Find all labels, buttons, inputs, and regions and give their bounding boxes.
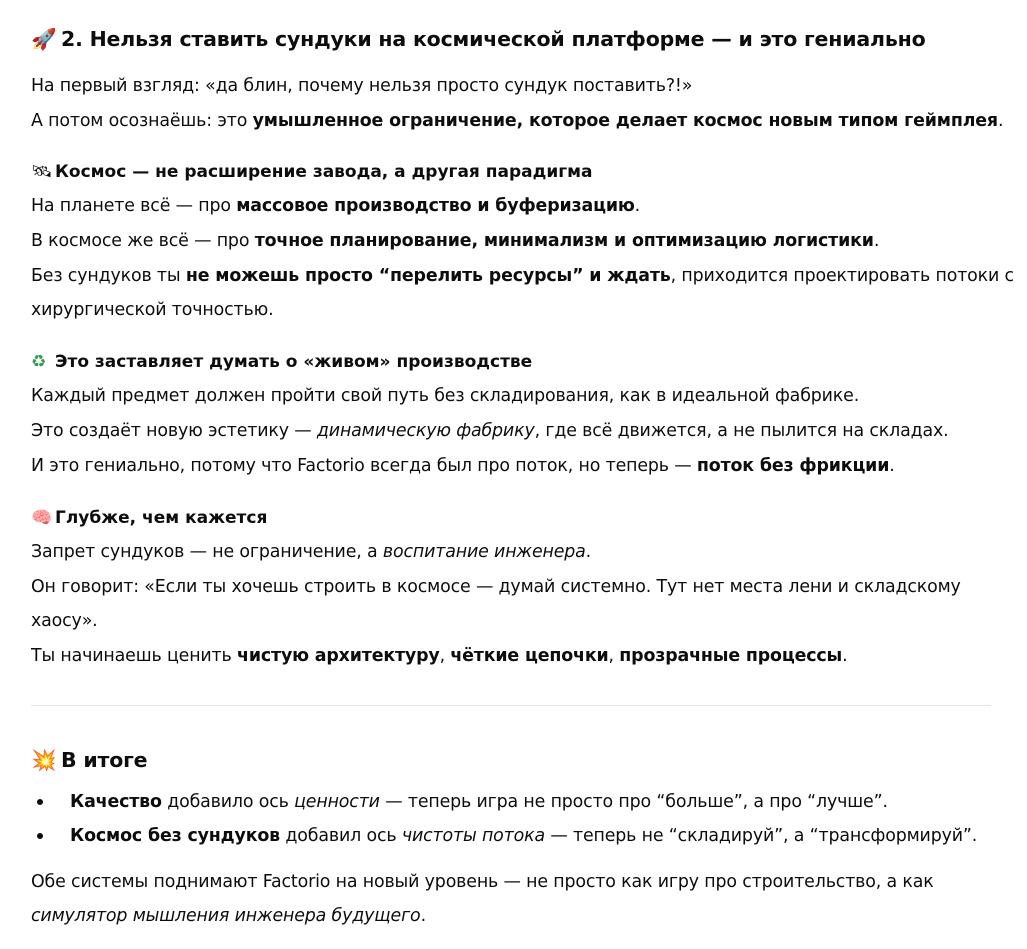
- paradigm-text-2a: В космосе же всё — про: [31, 231, 255, 251]
- intro-text-1: На первый взгляд: «да блин, почему нельзя просто сундук поставить?!»: [31, 76, 693, 96]
- brain-icon: 🧠: [31, 508, 53, 528]
- divider: [31, 705, 991, 706]
- deeper-line-3: [31, 609, 98, 633]
- deeper-text-1c: .: [585, 542, 592, 562]
- deeper-line-4: [31, 644, 848, 668]
- summary-bullet-space: [70, 824, 977, 848]
- conclusion-text-end: .: [420, 906, 426, 926]
- bullet-space-italic: чистоты потока: [401, 826, 545, 846]
- paradigm-text-2c: .: [873, 231, 880, 251]
- section-heading-text: 2. Нельзя ставить сундуки на космической платформе — и это гениально: [61, 27, 926, 51]
- summary-heading: [31, 746, 147, 774]
- living-text-3a: И это гениально, потому что Factorio всегда был про поток, но теперь —: [31, 456, 697, 476]
- summary-bullet-quality: [70, 790, 888, 814]
- subheading-living-production-text: Это заставляет думать о «живом» производстве: [55, 352, 533, 372]
- bullet-dot: [37, 799, 43, 805]
- paradigm-text-3c: , приходится проектировать потоки с: [670, 266, 1014, 286]
- paradigm-text-3b: не можешь просто “перелить ресурсы” и ждать: [185, 266, 671, 286]
- living-text-3b: поток без фрикции: [696, 456, 890, 476]
- deeper-text-3: хаосу».: [31, 611, 98, 631]
- deeper-text-2: Он говорит: «Если ты хочешь строить в космосе — думай системно. Тут нет места лени и складскому: [31, 577, 961, 597]
- bullet-dot: [37, 833, 43, 839]
- deeper-text-4a: Ты начинаешь ценить: [31, 646, 238, 666]
- bullet-space-text-1: добавил ось: [280, 826, 402, 846]
- intro-text-2c: .: [997, 111, 1004, 131]
- conclusion-italic: симулятор мышления инженера будущего: [31, 906, 421, 926]
- intro-text-2b: умышленное ограничение, которое делает космос новым типом геймплея: [252, 111, 998, 131]
- conclusion-text-1: Обе системы поднимают Factorio на новый уровень — не просто как игру про строительство, а как: [31, 872, 934, 892]
- collision-icon: 💥: [31, 748, 57, 772]
- conclusion-line-1: [31, 870, 934, 894]
- deeper-text-4e: ,: [608, 646, 620, 666]
- living-line-2: [31, 419, 949, 443]
- intro-line-2: [31, 109, 1003, 133]
- deeper-text-4g: .: [842, 646, 848, 666]
- paradigm-line-4: [31, 298, 273, 322]
- living-text-3c: .: [889, 456, 895, 476]
- paradigm-text-2b: точное планирование, минимализм и оптимизацию логистики: [254, 231, 874, 251]
- living-line-1: [31, 384, 859, 408]
- bullet-space-bold: Космос без сундуков: [70, 826, 281, 846]
- intro-text-2a: А потом осознаёшь: это: [31, 111, 253, 131]
- section-heading: [31, 25, 925, 53]
- deeper-line-1: [31, 540, 591, 564]
- deeper-text-4b: чистую архитектуру: [237, 646, 440, 666]
- deeper-text-4f: прозрачные процессы: [619, 646, 843, 666]
- paradigm-line-3: [31, 264, 1014, 288]
- living-text-1: Каждый предмет должен пройти свой путь без складирования, как в идеальной фабрике.: [31, 386, 860, 406]
- summary-heading-text: В итоге: [61, 748, 148, 772]
- paradigm-line-2: [31, 229, 879, 253]
- living-text-2c: , где всё движется, а не пылится на складах.: [534, 421, 949, 441]
- deeper-text-1a: Запрет сундуков — не ограничение, а: [31, 542, 383, 562]
- conclusion-line-2: [31, 904, 426, 928]
- bullet-quality-bold: Качество: [70, 792, 162, 812]
- deeper-line-2: [31, 575, 961, 599]
- bullet-space-text-2: — теперь не “складируй”, а “трансформируй”.: [545, 826, 978, 846]
- rocket-icon: 🚀: [31, 27, 57, 51]
- paradigm-line-1: [31, 194, 640, 218]
- paradigm-text-3a: Без сундуков ты: [31, 266, 186, 286]
- bullet-quality-text-2: — теперь игра не просто про “больше”, а про “лучше”.: [379, 792, 888, 812]
- satellite-icon: 🛰: [31, 162, 53, 182]
- bullet-quality-text-1: добавило ось: [161, 792, 295, 812]
- intro-line-1: [31, 74, 692, 98]
- subheading-deeper: [31, 506, 267, 530]
- paradigm-text-1c: .: [634, 196, 640, 216]
- living-text-2a: Это создаёт новую эстетику —: [31, 421, 317, 441]
- subheading-paradigm: [31, 160, 593, 184]
- paradigm-text-1b: массовое производство и буферизацию: [236, 196, 635, 216]
- paradigm-text-1a: На планете всё — про: [31, 196, 237, 216]
- subheading-deeper-text: Глубже, чем кажется: [55, 508, 268, 528]
- living-line-3: [31, 454, 895, 478]
- paradigm-text-4: хирургической точностью.: [31, 300, 274, 320]
- deeper-text-1b: воспитание инженера: [382, 542, 586, 562]
- deeper-text-4d: чёткие цепочки: [450, 646, 609, 666]
- recycle-icon: ♻: [31, 352, 47, 372]
- subheading-living-production: [31, 350, 532, 374]
- bullet-quality-italic: ценности: [294, 792, 380, 812]
- deeper-text-4c: ,: [439, 646, 451, 666]
- living-text-2b: динамическую фабрику: [316, 421, 535, 441]
- subheading-paradigm-text: Космос — не расширение завода, а другая парадигма: [55, 162, 593, 182]
